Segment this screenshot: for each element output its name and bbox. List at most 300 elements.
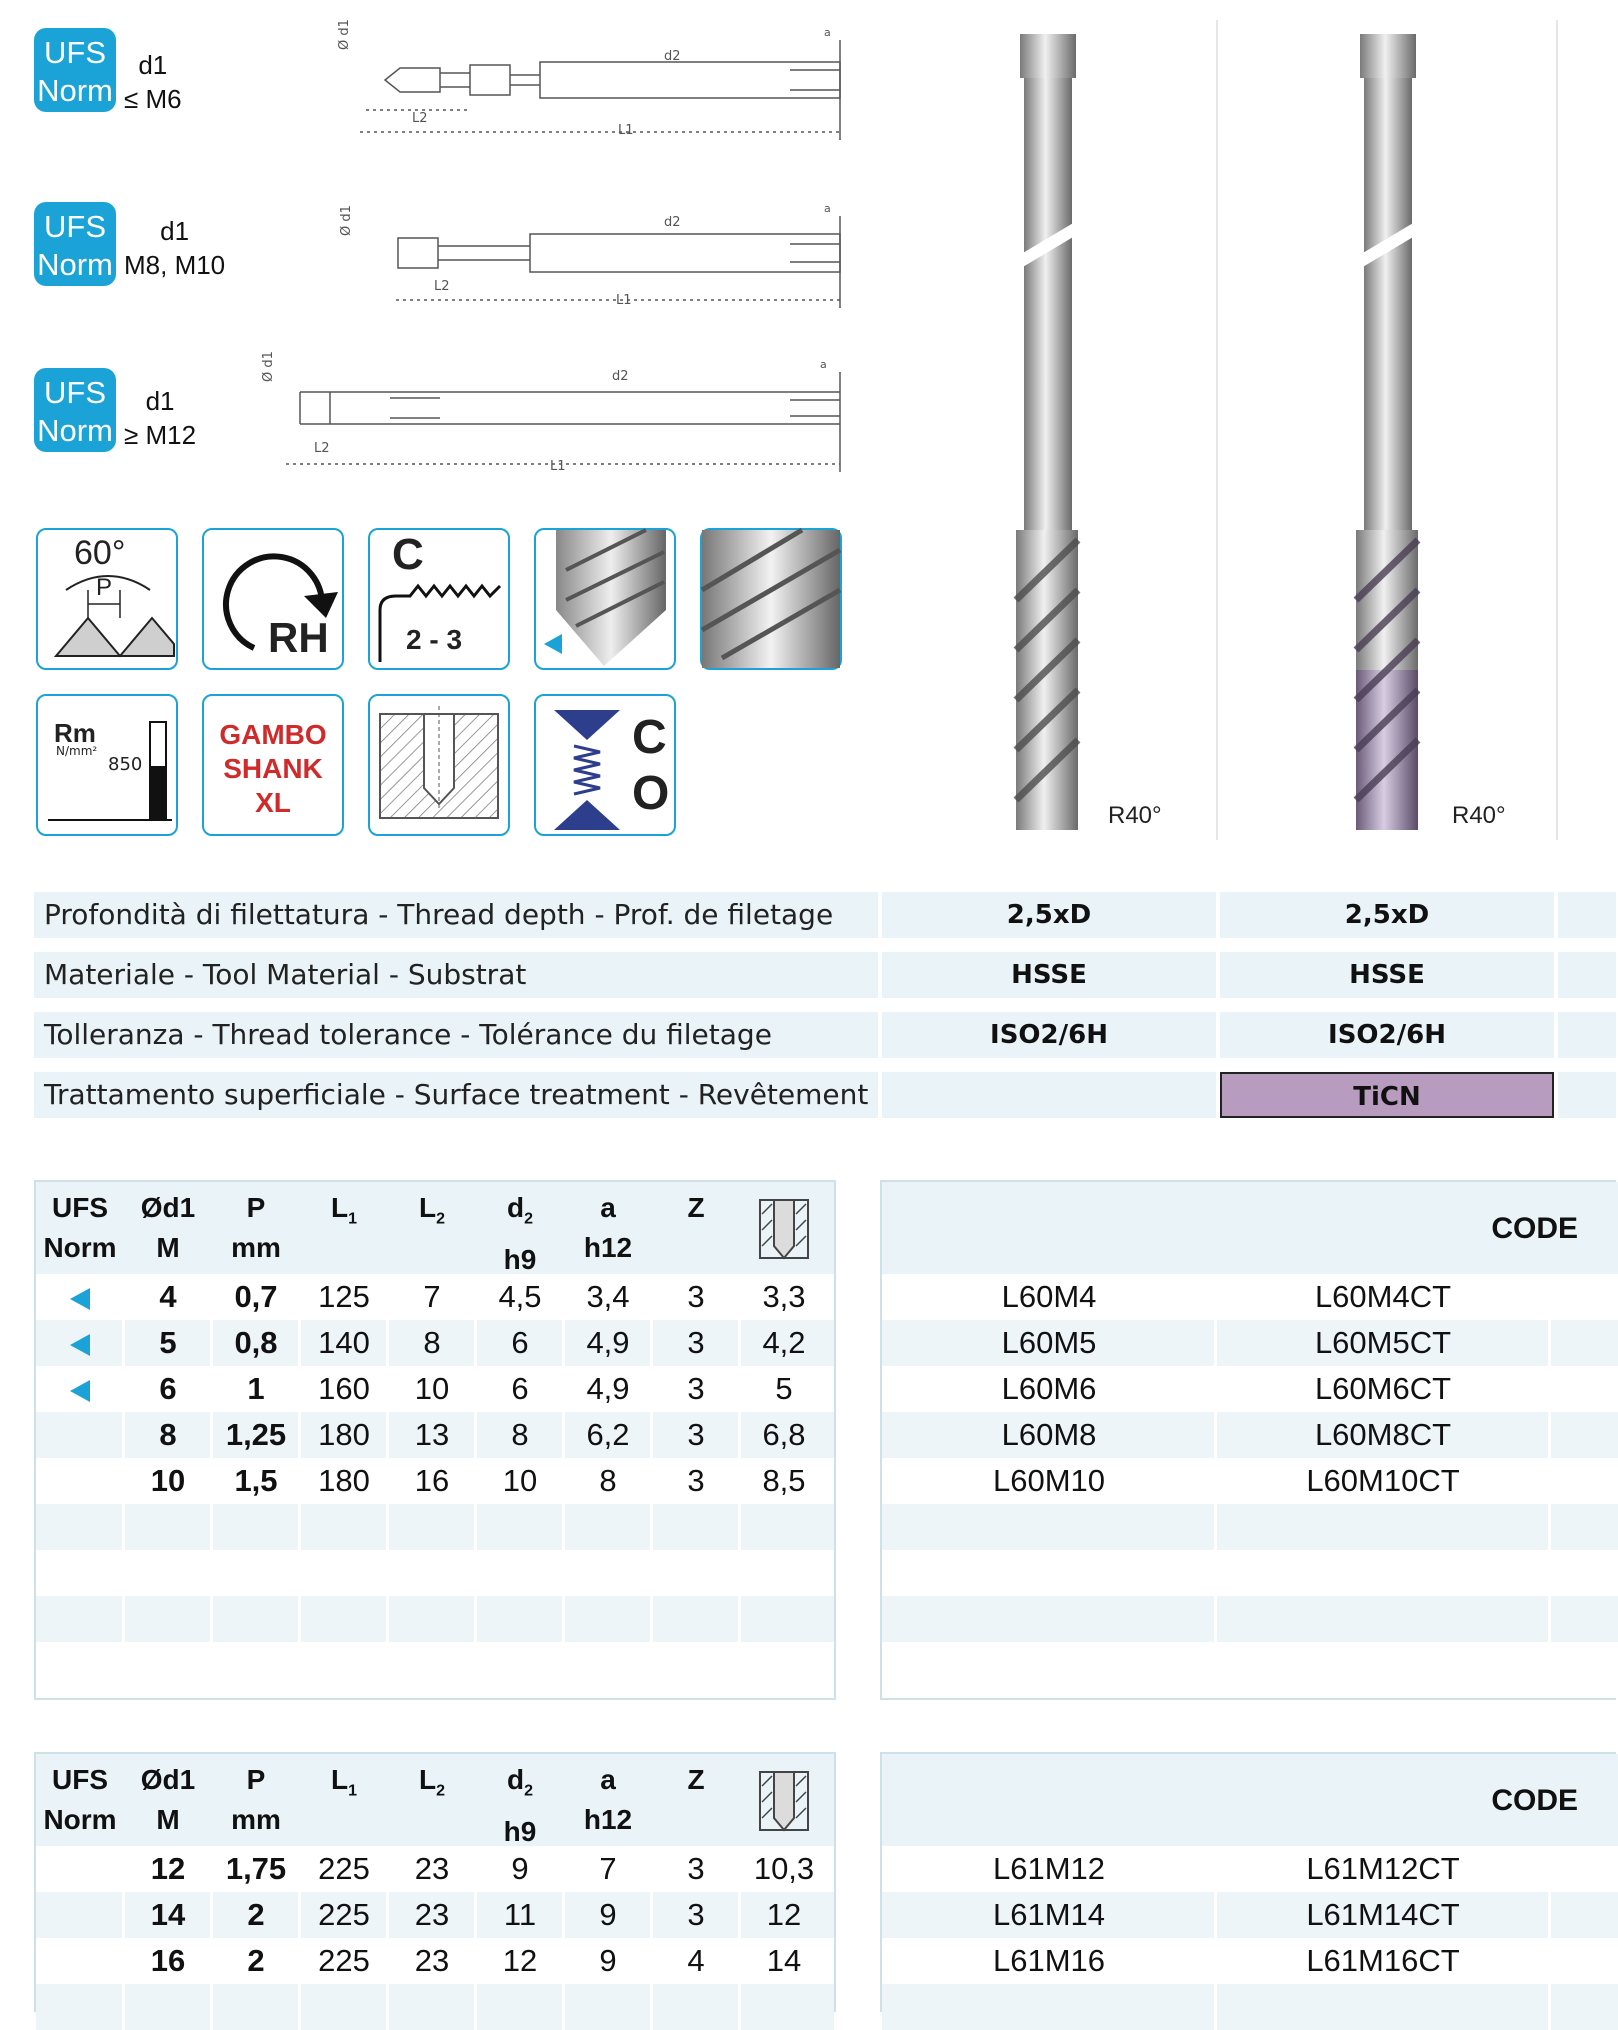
code-header-label: CODE — [1491, 1212, 1578, 1245]
cell-divider — [650, 1550, 653, 1596]
table-row — [36, 1596, 834, 1642]
label-l2: L2 — [434, 279, 450, 294]
header-line2: Norm — [43, 1804, 117, 1835]
code-row — [882, 1596, 1618, 1642]
cell-l1: 180 — [318, 1463, 370, 1498]
row-marker — [36, 1458, 124, 1504]
cell-divider — [650, 1892, 653, 1938]
cell-p: 0,7 — [234, 1279, 278, 1314]
header-line1 — [476, 1188, 564, 1240]
cell-a: 6,2 — [586, 1417, 630, 1452]
cell-l1: 160 — [318, 1371, 370, 1406]
spec-value: ISO2/6H — [882, 1012, 1216, 1058]
code-header — [882, 1754, 1618, 1846]
code-row — [882, 1320, 1618, 1366]
cell-divider — [474, 1596, 477, 1642]
spec-label: Materiale - Tool Material - Substrat — [34, 952, 878, 998]
code-table-1 — [880, 1180, 1616, 1700]
code-coated: L60M8CT — [1314, 1417, 1452, 1452]
cell-d1: 10 — [150, 1463, 186, 1498]
table-row — [36, 1274, 834, 1320]
cell-divider — [1548, 1550, 1551, 1596]
cell-divider — [122, 1892, 125, 1938]
cell-divider — [298, 1550, 301, 1596]
header-main: L — [418, 1764, 437, 1795]
cell-p: 1 — [247, 1371, 265, 1406]
cell-divider — [474, 1366, 477, 1412]
shank-line2: SHANK — [223, 753, 323, 784]
spec-value: HSSE — [882, 952, 1216, 998]
column-header — [212, 1182, 300, 1274]
cell-l2: 16 — [414, 1463, 450, 1498]
row-marker — [36, 1320, 124, 1366]
cell-divider — [210, 1458, 213, 1504]
cell-divider — [122, 1846, 125, 1892]
cell-divider — [474, 1846, 477, 1892]
cell-divider — [210, 1892, 213, 1938]
code-header — [882, 1182, 1618, 1274]
header-line2: mm — [231, 1232, 281, 1263]
code-table-2 — [880, 1752, 1616, 2012]
header-main: L — [330, 1192, 349, 1223]
cell-p: 0,8 — [234, 1325, 278, 1360]
cell-divider — [474, 1320, 477, 1366]
rm-unit: N/mm² — [56, 744, 98, 758]
cell-d1: 5 — [159, 1325, 177, 1360]
cell-l2: 7 — [423, 1279, 441, 1314]
cell-divider — [210, 1642, 213, 1688]
d-range: M8, M10 — [124, 250, 226, 280]
table-row — [36, 1642, 834, 1688]
cell-p: 1,25 — [225, 1417, 287, 1452]
cell-divider — [1548, 1938, 1551, 1984]
label-d2: d2 — [664, 49, 681, 64]
cell-divider — [738, 1550, 741, 1596]
cell-z: 3 — [687, 1371, 705, 1406]
cell-l1: 225 — [318, 1851, 370, 1886]
ufs-norm-badge — [34, 202, 116, 286]
cell-divider — [1548, 1504, 1551, 1550]
ufs-norm-badge — [34, 368, 116, 452]
column-divider — [1556, 20, 1558, 840]
header-line1: Ød1 — [140, 1764, 196, 1795]
cell-z: 3 — [687, 1851, 705, 1886]
row-marker — [36, 1412, 124, 1458]
row-marker — [36, 1846, 124, 1892]
cell-divider — [474, 1274, 477, 1320]
cell-divider — [562, 1274, 565, 1320]
cell-divider — [1214, 1938, 1217, 1984]
header-line2: h12 — [583, 1804, 633, 1835]
cell-divider — [650, 1984, 653, 2030]
header-main: L — [418, 1192, 437, 1223]
cell-divider — [1548, 1274, 1551, 1320]
cell-z: 3 — [687, 1417, 705, 1452]
table-row — [36, 1458, 834, 1504]
cell-z: 3 — [687, 1279, 705, 1314]
spec-value-empty — [1558, 952, 1616, 998]
cell-divider — [386, 1938, 389, 1984]
header-line1: P — [246, 1764, 266, 1795]
cell-divider — [738, 1320, 741, 1366]
ufs-norm-badge — [34, 28, 116, 112]
header-line2: h12 — [583, 1232, 633, 1263]
table-row — [36, 1984, 834, 2030]
table-row — [36, 1320, 834, 1366]
cell-divider — [386, 1892, 389, 1938]
code-standard: L60M5 — [1001, 1325, 1097, 1360]
label-d1: Ø d1 — [339, 205, 354, 236]
label-a: a — [820, 358, 827, 371]
coolant-icon — [534, 694, 676, 836]
header-sub: 1 — [348, 1782, 357, 1800]
cell-a: 7 — [599, 1851, 617, 1886]
cell-divider — [562, 1412, 565, 1458]
cell-divider — [298, 1892, 301, 1938]
cell-divider — [1214, 1366, 1217, 1412]
cell-divider — [650, 1642, 653, 1688]
cell-divider — [1548, 1458, 1551, 1504]
cell-divider — [210, 1274, 213, 1320]
spiral-flute-icon — [534, 528, 676, 670]
cell-divider — [1214, 1892, 1217, 1938]
spec-label: Tolleranza - Thread tolerance - Tolérance du filetage — [34, 1012, 878, 1058]
d-label: d1 — [145, 386, 175, 416]
marker-triangle-icon — [70, 1288, 90, 1310]
cell-divider — [474, 1642, 477, 1688]
spec-label: Trattamento superficiale - Surface treatment - Revêtement — [34, 1072, 878, 1118]
blind-hole-icon — [368, 694, 510, 836]
code-row — [882, 1892, 1618, 1938]
code-coated: L61M16CT — [1306, 1943, 1460, 1978]
tap-tool-image-coated — [1322, 20, 1522, 840]
header-line1: UFS — [52, 1192, 108, 1223]
marker-triangle-icon — [70, 1380, 90, 1402]
cell-divider — [650, 1458, 653, 1504]
code-coated: L61M14CT — [1306, 1897, 1460, 1932]
cell-divider — [298, 1642, 301, 1688]
column-header — [300, 1754, 388, 1846]
cell-divider — [1214, 1596, 1217, 1642]
cell-divider — [474, 1550, 477, 1596]
cell-divider — [738, 1412, 741, 1458]
cell-divider — [298, 1846, 301, 1892]
cell-divider — [562, 1366, 565, 1412]
cell-divider — [738, 1274, 741, 1320]
cell-l2: 23 — [414, 1851, 450, 1886]
cell-divider — [474, 1984, 477, 2030]
cell-divider — [474, 1412, 477, 1458]
cell-divider — [562, 1938, 565, 1984]
cell-divider — [122, 1596, 125, 1642]
header-line2: h9 — [503, 1815, 537, 1847]
cell-l2: 23 — [414, 1943, 450, 1978]
header-line1: a — [600, 1192, 616, 1223]
cell-divider — [210, 1846, 213, 1892]
cell-divider — [298, 1412, 301, 1458]
cell-divider — [122, 1550, 125, 1596]
cell-l2: 8 — [423, 1325, 441, 1360]
cell-divider — [1214, 1504, 1217, 1550]
cell-l1: 125 — [318, 1279, 370, 1314]
cell-l2: 10 — [414, 1371, 450, 1406]
cell-drill: 5 — [775, 1371, 793, 1406]
spec-value-empty — [1558, 892, 1616, 938]
cell-divider — [562, 1642, 565, 1688]
code-row — [882, 1846, 1618, 1892]
marker-triangle-icon — [70, 1334, 90, 1356]
header-sub: 2 — [524, 1210, 533, 1228]
code-row — [882, 1984, 1618, 2030]
cell-divider — [122, 1274, 125, 1320]
table-row — [36, 1504, 834, 1550]
header-sub: 2 — [436, 1210, 445, 1228]
cell-divider — [474, 1458, 477, 1504]
header-line2: h9 — [503, 1243, 537, 1275]
spec-value: ISO2/6H — [1220, 1012, 1554, 1058]
table-row — [36, 1938, 834, 1984]
cell-d2: 12 — [502, 1943, 538, 1978]
helix-angle-label: R40° — [1108, 802, 1162, 829]
row-marker — [36, 1274, 124, 1320]
tap-drawing-large — [260, 352, 860, 482]
cell-drill: 14 — [766, 1943, 802, 1978]
header-sub: 2 — [524, 1782, 533, 1800]
spec-value: 2,5xD — [882, 892, 1216, 938]
header-line1 — [476, 1760, 564, 1812]
cell-divider — [1548, 1596, 1551, 1642]
cell-divider — [122, 1320, 125, 1366]
rm-value: 850 — [108, 754, 143, 775]
cell-divider — [210, 1596, 213, 1642]
row-marker — [36, 1366, 124, 1412]
label-a: a — [824, 202, 831, 215]
cell-divider — [1548, 1846, 1551, 1892]
d-label: d1 — [160, 216, 190, 246]
code-standard: L60M8 — [1001, 1417, 1097, 1452]
cell-divider — [562, 1550, 565, 1596]
spec-value-empty — [1558, 1012, 1616, 1058]
header-line1: Ød1 — [140, 1192, 196, 1223]
column-header — [388, 1182, 476, 1274]
header-main: d — [506, 1192, 525, 1223]
cell-divider — [738, 1504, 741, 1550]
cell-divider — [562, 1984, 565, 2030]
cell-drill: 6,8 — [762, 1417, 806, 1452]
cell-divider — [562, 1320, 565, 1366]
spec-value-empty — [1558, 1072, 1616, 1118]
table-row — [36, 1846, 834, 1892]
code-coated: L60M4CT — [1314, 1279, 1452, 1314]
cell-l1: 225 — [318, 1897, 370, 1932]
chamfer-label: C — [392, 530, 424, 579]
d-range: ≤ M6 — [124, 84, 182, 114]
header-sub: 2 — [436, 1782, 445, 1800]
cell-divider — [386, 1366, 389, 1412]
tap-drawing-small — [337, 19, 860, 150]
cell-divider — [210, 1320, 213, 1366]
cell-divider — [562, 1504, 565, 1550]
cell-divider — [738, 1366, 741, 1412]
cell-divider — [650, 1320, 653, 1366]
cell-a: 3,4 — [586, 1279, 630, 1314]
cell-divider — [298, 1366, 301, 1412]
code-standard: L60M6 — [1001, 1371, 1097, 1406]
header-line1 — [300, 1760, 388, 1812]
cell-divider — [210, 1366, 213, 1412]
cell-drill: 4,2 — [762, 1325, 806, 1360]
code-standard: L60M10 — [992, 1463, 1106, 1498]
badge-line1: UFS — [44, 35, 106, 70]
cell-divider — [738, 1846, 741, 1892]
drill-diameter-icon — [740, 1182, 828, 1274]
header-line1: Z — [687, 1192, 705, 1223]
table-row — [36, 1412, 834, 1458]
cell-divider — [650, 1412, 653, 1458]
column-header — [388, 1754, 476, 1846]
cell-divider — [386, 1984, 389, 2030]
cell-d1: 16 — [150, 1943, 186, 1978]
cell-drill: 10,3 — [753, 1851, 815, 1886]
cell-divider — [1548, 1320, 1551, 1366]
cell-divider — [738, 1938, 741, 1984]
header-line1 — [300, 1188, 388, 1240]
cell-divider — [738, 1596, 741, 1642]
cell-divider — [298, 1320, 301, 1366]
cell-divider — [738, 1984, 741, 2030]
code-row — [882, 1412, 1618, 1458]
table-header — [36, 1182, 834, 1274]
code-row — [882, 1366, 1618, 1412]
column-header — [476, 1182, 564, 1274]
cell-divider — [562, 1596, 565, 1642]
rm-label: Rm — [54, 718, 96, 748]
code-coated: L61M12CT — [1306, 1851, 1460, 1886]
cell-divider — [298, 1596, 301, 1642]
label-l2: L2 — [412, 111, 428, 126]
cell-divider — [650, 1938, 653, 1984]
cell-drill: 8,5 — [762, 1463, 806, 1498]
code-row — [882, 1274, 1618, 1320]
code-row — [882, 1642, 1618, 1688]
helix-angle-label: R40° — [1452, 802, 1506, 829]
cell-divider — [122, 1412, 125, 1458]
header-line1: UFS — [52, 1764, 108, 1795]
cell-divider — [298, 1504, 301, 1550]
code-coated: L60M5CT — [1314, 1325, 1452, 1360]
chamfer-icon — [368, 528, 510, 670]
cell-divider — [298, 1938, 301, 1984]
rotation-label: RH — [268, 614, 329, 661]
cell-d1: 14 — [150, 1897, 186, 1932]
norm-diameter-range — [124, 48, 182, 116]
tap-drawing-medium — [340, 196, 860, 316]
cell-d2: 6 — [511, 1325, 529, 1360]
cell-divider — [650, 1846, 653, 1892]
cell-divider — [562, 1846, 565, 1892]
pitch-label: P — [96, 574, 113, 601]
column-header — [652, 1182, 740, 1274]
cell-divider — [562, 1458, 565, 1504]
label-d1: Ø d1 — [337, 19, 352, 50]
cell-divider — [210, 1984, 213, 2030]
row-marker — [36, 1892, 124, 1938]
coolant-c: C — [632, 711, 667, 764]
cell-divider — [122, 1984, 125, 2030]
cell-divider — [386, 1412, 389, 1458]
cell-l2: 23 — [414, 1897, 450, 1932]
cell-divider — [386, 1596, 389, 1642]
column-header — [300, 1182, 388, 1274]
cell-divider — [1548, 1412, 1551, 1458]
column-divider — [1216, 20, 1218, 840]
row-marker — [36, 1938, 124, 1984]
badge-line1: UFS — [44, 375, 106, 410]
cell-divider — [474, 1892, 477, 1938]
cell-divider — [386, 1504, 389, 1550]
cell-l1: 140 — [318, 1325, 370, 1360]
label-l1: L1 — [550, 459, 566, 474]
header-line1: P — [246, 1192, 266, 1223]
badge-line1: UFS — [44, 209, 106, 244]
cell-divider — [1548, 1642, 1551, 1688]
cell-p: 1,5 — [234, 1463, 278, 1498]
header-line2: mm — [231, 1804, 281, 1835]
cell-divider — [1214, 1550, 1217, 1596]
code-row — [882, 1938, 1618, 1984]
label-l2: L2 — [314, 441, 330, 456]
header-line2: M — [156, 1804, 180, 1835]
cell-d1: 12 — [150, 1851, 186, 1886]
cell-drill: 3,3 — [762, 1279, 806, 1314]
cell-divider — [738, 1892, 741, 1938]
cell-a: 9 — [599, 1943, 617, 1978]
code-row — [882, 1550, 1618, 1596]
cell-divider — [1548, 1984, 1551, 2030]
cell-a: 4,9 — [586, 1325, 630, 1360]
cell-l2: 13 — [414, 1417, 450, 1452]
cell-d1: 4 — [159, 1279, 177, 1314]
tap-tool-image — [980, 20, 1180, 840]
label-d2: d2 — [664, 215, 681, 230]
cell-divider — [474, 1938, 477, 1984]
cell-d2: 11 — [503, 1897, 537, 1932]
code-standard: L60M4 — [1001, 1279, 1097, 1314]
cell-divider — [386, 1458, 389, 1504]
drill-diameter-icon — [740, 1754, 828, 1846]
cell-d2: 9 — [511, 1851, 529, 1886]
table-row — [36, 1550, 834, 1596]
coolant-o: O — [632, 767, 670, 820]
column-header — [212, 1754, 300, 1846]
cell-divider — [738, 1642, 741, 1688]
cell-divider — [1214, 1320, 1217, 1366]
cell-divider — [1548, 1892, 1551, 1938]
header-sub: 1 — [348, 1210, 357, 1228]
cell-drill: 12 — [766, 1897, 802, 1932]
cell-divider — [122, 1938, 125, 1984]
cell-divider — [1214, 1274, 1217, 1320]
badge-line2: Norm — [37, 247, 113, 282]
thread-angle-icon — [36, 528, 178, 670]
cell-divider — [122, 1366, 125, 1412]
shank-line3: XL — [255, 787, 291, 818]
code-standard: L61M12 — [992, 1851, 1106, 1886]
cell-divider — [210, 1938, 213, 1984]
cell-divider — [386, 1274, 389, 1320]
cell-divider — [122, 1642, 125, 1688]
cell-l1: 225 — [318, 1943, 370, 1978]
